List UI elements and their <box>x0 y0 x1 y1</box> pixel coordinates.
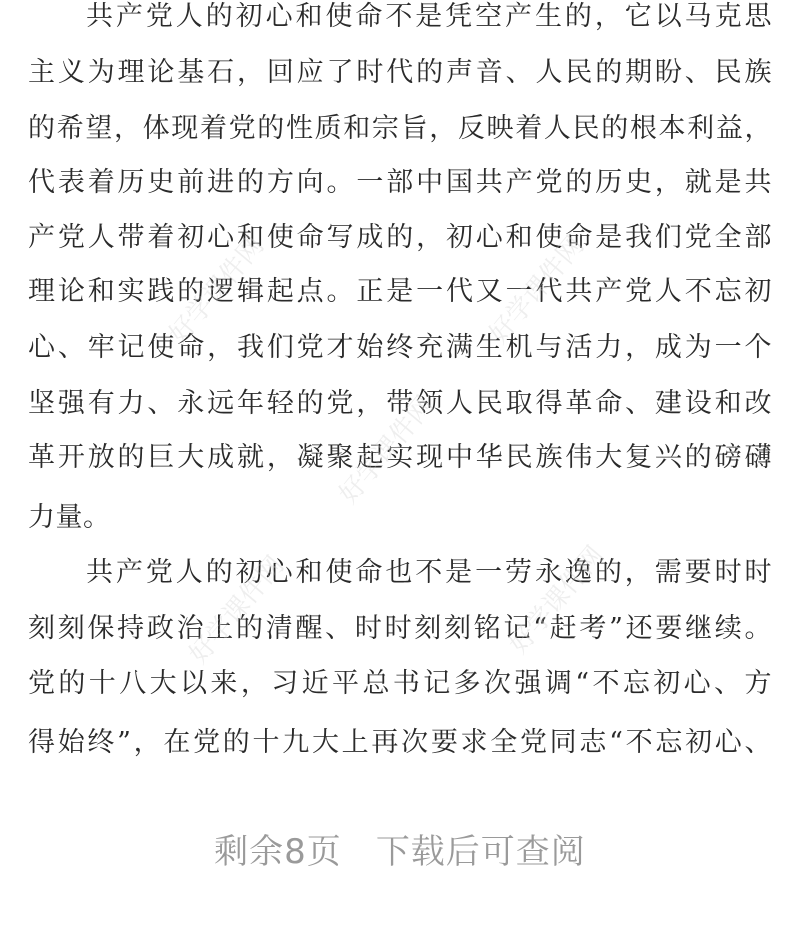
text-line: 主义为理论基石，回应了时代的声音、人民的期盼、民族 <box>28 57 772 88</box>
download-more-notice[interactable] <box>0 826 800 878</box>
watermark: 好学课件网 <box>503 540 611 660</box>
text-line: 党的十八大以来，习近平总书记多次强调“不忘初心、方 <box>28 668 772 699</box>
download-to-view-label: 下载后可查阅 <box>375 832 586 872</box>
text-line: 共产党人的初心和使命也不是一劳永逸的，需要时时 <box>86 557 772 588</box>
watermark: 好学课件网 <box>163 230 271 350</box>
remaining-pages-label: 剩余8页 <box>214 832 342 872</box>
text-line: 的希望，体现着党的性质和宗旨，反映着人民的根本利益， <box>28 113 772 144</box>
text-line: 得始终”，在党的十九大上再次要求全党同志“不忘初心、 <box>28 727 772 758</box>
text-line: 革开放的巨大成就，凝聚起实现中华民族伟大复兴的磅礴 <box>28 442 772 473</box>
text-line: 理论和实践的逻辑起点。正是一代又一代共产党人不忘初 <box>28 276 772 307</box>
text-line: 力量。 <box>28 502 111 533</box>
text-line: 刻刻保持政治上的清醒、时时刻刻铭记“赶考”还要继续。 <box>28 613 772 644</box>
text-line: 坚强有力、永远年轻的党，带领人民取得革命、建设和改 <box>28 388 772 419</box>
text-line: 心、牢记使命，我们党才始终充满生机与活力，成为一个 <box>28 332 772 363</box>
text-line: 产党人带着初心和使命写成的，初心和使命是我们党全部 <box>28 222 772 253</box>
watermark: 好学课件网 <box>483 230 591 350</box>
watermark: 好学课件网 <box>183 550 291 670</box>
watermark: 好学课件网 <box>333 390 441 510</box>
text-line: 代表着历史前进的方向。一部中国共产党的历史，就是共 <box>28 167 772 198</box>
text-line: 共产党人的初心和使命不是凭空产生的，它以马克思 <box>86 1 772 32</box>
